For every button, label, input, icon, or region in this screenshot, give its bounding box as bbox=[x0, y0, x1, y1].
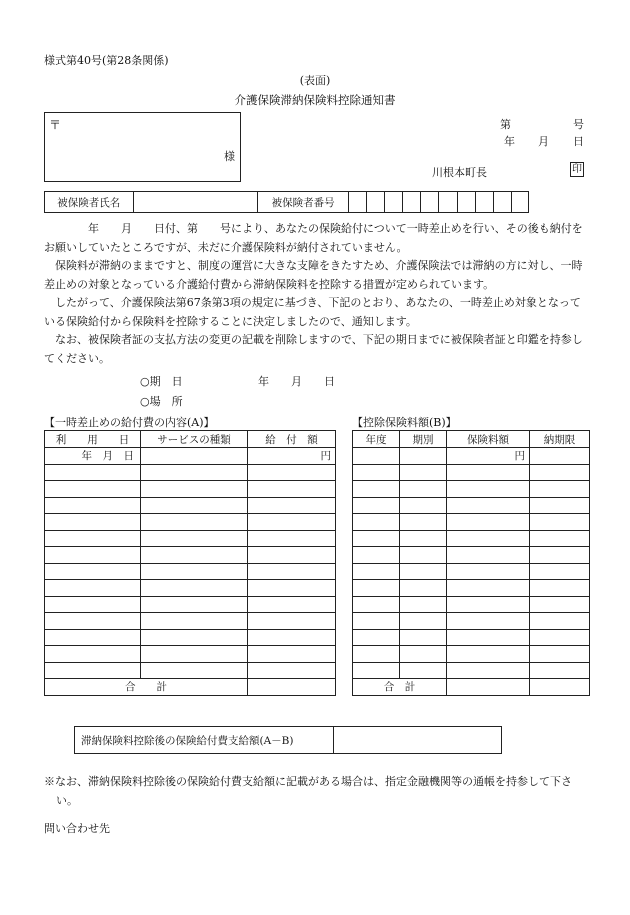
insured-name-field bbox=[133, 192, 258, 213]
schedule-place-label: ○場 所 bbox=[140, 395, 183, 408]
table-b-title: 【控除保険料額(B)】 bbox=[352, 416, 457, 429]
table-row bbox=[45, 596, 336, 613]
seal-box bbox=[570, 162, 584, 177]
footnote: ※なお、滞納保険料控除後の保険給付費支給額に記載がある場合は、指定金融機関等の通帳を持参して下さい。 bbox=[44, 775, 572, 807]
total-row bbox=[353, 679, 590, 696]
table-row bbox=[353, 580, 590, 597]
col-header-premium-amount: 保険料額 bbox=[447, 431, 530, 448]
table-row bbox=[353, 497, 590, 514]
table-row bbox=[45, 580, 336, 597]
deduction-table bbox=[352, 430, 590, 696]
total-amount-a bbox=[248, 679, 336, 696]
insured-number-label: 被保険者番号 bbox=[258, 192, 349, 213]
insured-number-cell bbox=[421, 192, 439, 213]
body-paragraph-4: なお、被保険者証の支払方法の変更の記載を削除しますので、下記の期日までに被保険者証と印鑑を持参してください。 bbox=[44, 333, 583, 365]
insured-number-cell bbox=[348, 192, 366, 213]
col-header-period: 期別 bbox=[400, 431, 447, 448]
insured-number-cell bbox=[493, 192, 511, 213]
issuer: 川根本町長 bbox=[432, 166, 487, 179]
table-row bbox=[353, 563, 590, 580]
total-row bbox=[45, 679, 336, 696]
insured-number-cell bbox=[385, 192, 403, 213]
table-row bbox=[353, 596, 590, 613]
table-row bbox=[353, 481, 590, 498]
sama-label: 様 bbox=[224, 150, 235, 163]
table-row bbox=[45, 448, 336, 465]
table-a-title: 【一時差止めの給付費の内容(A)】 bbox=[44, 416, 215, 429]
table-row bbox=[45, 481, 336, 498]
table-row bbox=[45, 464, 336, 481]
col-header-service-type: サービスの種類 bbox=[141, 431, 248, 448]
total-label-a: 合 計 bbox=[45, 679, 248, 696]
address-box bbox=[44, 112, 241, 182]
col-header-fiscal-year: 年度 bbox=[353, 431, 400, 448]
insured-number-cell bbox=[366, 192, 384, 213]
table-row bbox=[45, 613, 336, 630]
table-row bbox=[353, 448, 590, 465]
table-row bbox=[353, 613, 590, 630]
total-premium-b bbox=[447, 679, 530, 696]
total-label-b: 合 計 bbox=[353, 679, 447, 696]
table-row bbox=[353, 629, 590, 646]
schedule-date-label: ○期 日 bbox=[140, 375, 183, 388]
payment-amount-field bbox=[334, 727, 502, 754]
table-row bbox=[45, 563, 336, 580]
insured-number-cell bbox=[439, 192, 457, 213]
insured-name-label: 被保険者氏名 bbox=[45, 192, 134, 213]
side-label: (表面) bbox=[299, 74, 331, 87]
table-row bbox=[45, 662, 336, 679]
total-due-b bbox=[530, 679, 590, 696]
col-header-benefit-amount: 給 付 額 bbox=[248, 431, 336, 448]
table-row bbox=[45, 497, 336, 514]
amount-unit: 円 bbox=[248, 448, 336, 465]
doc-number-dai: 第 bbox=[500, 118, 511, 131]
postal-mark: 〒 bbox=[49, 118, 62, 132]
table-row bbox=[353, 662, 590, 679]
form-number: 様式第40号(第28条関係) bbox=[44, 54, 169, 67]
doc-number-go: 号 bbox=[573, 118, 584, 131]
page-title: 介護保険滞納保険料控除通知書 bbox=[234, 93, 396, 107]
schedule-date-value: 年 月 日 bbox=[258, 375, 335, 388]
table-row bbox=[45, 629, 336, 646]
table-row bbox=[353, 514, 590, 531]
date-month: 月 bbox=[538, 135, 549, 148]
table-row bbox=[45, 530, 336, 547]
table-row bbox=[45, 514, 336, 531]
body-paragraph-1: 年 月 日付、第 号により、あなたの保険給付について一時差止めを行い、その後も納付をお願いしていたところですが、未だに介護保険料が納付されていません。 bbox=[44, 222, 583, 254]
body-paragraph-2: 保険料が滞納のままですと、制度の運営に大きな支障をきたすため、介護保険法では滞納の方に対し、一時差止めの対象となっている介護給付費から滞納保険料を控除する措置が定められています。 bbox=[44, 259, 583, 291]
table-row bbox=[353, 547, 590, 564]
insured-number-cell bbox=[403, 192, 421, 213]
usage-date-cell: 年 月 日 bbox=[45, 448, 141, 465]
table-row bbox=[45, 646, 336, 663]
payment-label: 滞納保険料控除後の保険給付費支給額(A－B) bbox=[75, 727, 334, 754]
insured-number-cell bbox=[475, 192, 493, 213]
date-day: 日 bbox=[573, 135, 584, 148]
payment-table bbox=[74, 726, 502, 754]
service-type-cell bbox=[141, 448, 248, 465]
table-row bbox=[353, 464, 590, 481]
col-header-due-date: 納期限 bbox=[530, 431, 590, 448]
premium-unit: 円 bbox=[447, 448, 530, 465]
insured-table bbox=[44, 191, 529, 213]
benefit-table bbox=[44, 430, 336, 696]
table-row bbox=[353, 530, 590, 547]
seal-label: 印 bbox=[572, 164, 582, 175]
table-row bbox=[45, 547, 336, 564]
contact-label: 問い合わせ先 bbox=[44, 822, 110, 835]
insured-number-cell bbox=[511, 192, 528, 213]
insured-number-cell bbox=[457, 192, 475, 213]
col-header-usage-date: 利 用 日 bbox=[45, 431, 141, 448]
body-paragraph-3: したがって、介護保険法第67条第3項の規定に基づき、下記のとおり、あなたの、一時差止め対象となっている保険給付から保険料を控除することに決定しましたので、通知します。 bbox=[44, 296, 581, 328]
date-year: 年 bbox=[504, 135, 515, 148]
table-row bbox=[353, 646, 590, 663]
